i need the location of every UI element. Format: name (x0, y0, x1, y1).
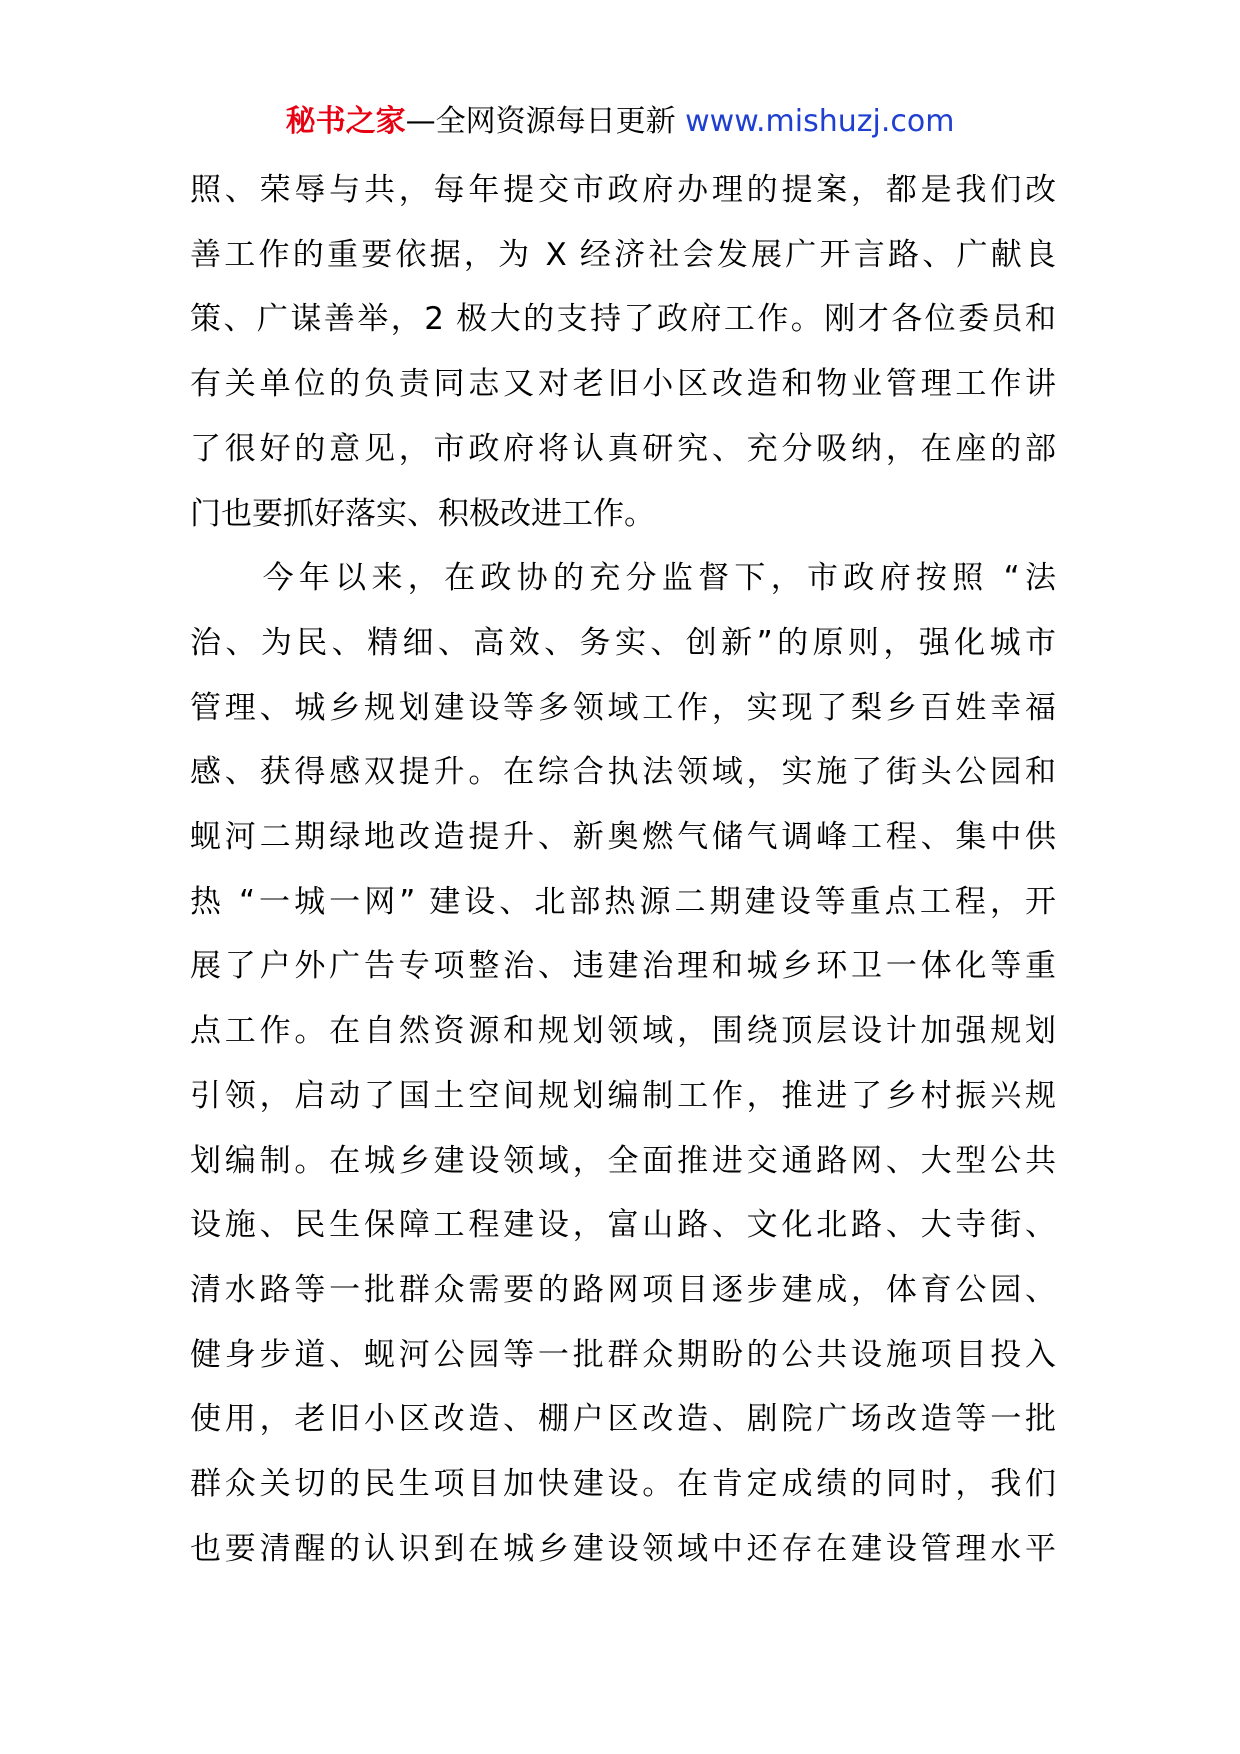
text-line: 群众关切的民生项目加快建设。在肯定成绩的同时，我们 (190, 1466, 1056, 1503)
text-line: 使用，老旧小区改造、棚户区改造、剧院广场改造等一批 (190, 1401, 1056, 1438)
header-tagline: —全网资源每日更新 (405, 104, 676, 139)
text-line: 引领，启动了国土空间规划编制工作，推进了乡村振兴规 (190, 1077, 1056, 1114)
text-line: 了很好的意见，市政府将认真研究、充分吸纳，在座的部 (190, 430, 1056, 467)
text-line: 设施、民生保障工程建设，富山路、文化北路、大寺街、 (190, 1207, 1056, 1244)
text-line: 健身步道、蚬河公园等一批群众期盼的公共设施项目投入 (190, 1336, 1056, 1373)
text-line: 管理、城乡规划建设等多领域工作，实现了梨乡百姓幸福 (190, 689, 1056, 726)
text-line: 策、广谋善举，2 极大的支持了政府工作。刚才各位委员和 (190, 301, 1056, 338)
text-line: 热 “一城一网” 建设、北部热源二期建设等重点工程，开 (190, 883, 1056, 920)
text-line: 划编制。在城乡建设领域，全面推进交通路网、大型公共 (190, 1142, 1056, 1179)
text-line: 照、荣辱与共，每年提交市政府办理的提案，都是我们改 (190, 172, 1056, 208)
text-line: 蚬河二期绿地改造提升、新奥燃气储气调峰工程、集中供 (190, 819, 1056, 856)
text-line: 展了户外广告专项整治、违建治理和城乡环卫一体化等重 (190, 948, 1056, 985)
text-line: 清水路等一批群众需要的路网项目逐步建成，体育公园、 (190, 1271, 1056, 1308)
site-url[interactable]: www.mishuzj.com (685, 104, 955, 139)
text-line: 也要清醒的认识到在城乡建设领域中还存在建设管理水平 (190, 1530, 1056, 1567)
text-line: 有关单位的负责同志又对老旧小区改造和物业管理工作讲 (190, 366, 1056, 403)
brand-name: 秘书之家 (285, 104, 406, 139)
text-line: 善工作的重要依据，为 X 经济社会发展广开言路、广献良 (190, 236, 1056, 273)
text-line: 治、为民、精细、高效、务实、创新”的原则，强化城市 (190, 624, 1056, 661)
text-line: 今年以来，在政协的充分监督下，市政府按照 “法 (190, 560, 1056, 597)
page-header (0, 100, 1240, 144)
text-line: 感、获得感双提升。在综合执法领域，实施了街头公园和 (190, 754, 1056, 791)
text-line: 门也要抓好落实、积极改进工作。 (190, 495, 655, 532)
text-line: 点工作。在自然资源和规划领域，围绕顶层设计加强规划 (190, 1013, 1056, 1050)
document-body (190, 158, 1056, 1581)
